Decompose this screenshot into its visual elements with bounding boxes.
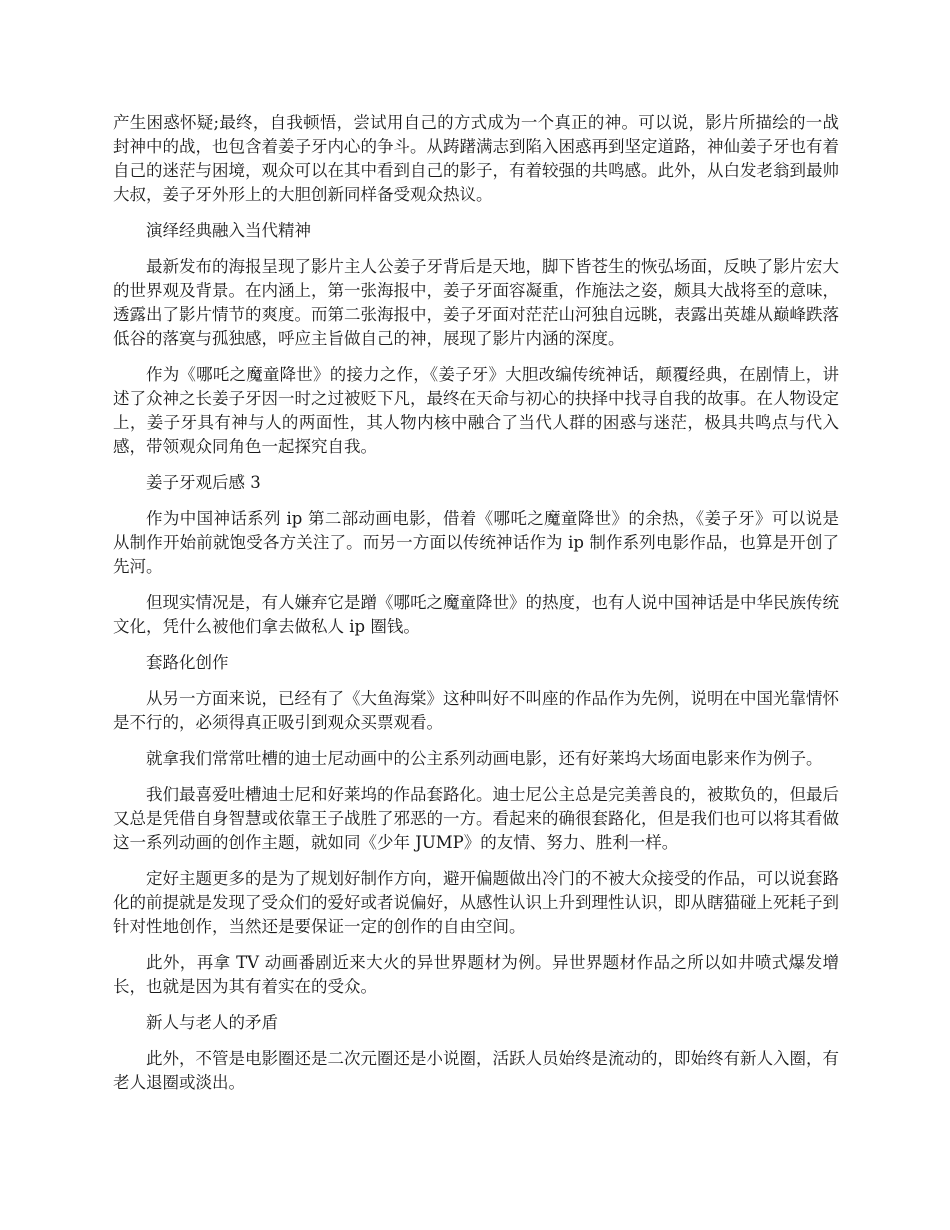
paragraph: 产生困惑怀疑;最终，自我顿悟，尝试用自己的方式成为一个真正的神。可以说，影片所描绘的一战封神中的战，也包含着姜子牙内心的争斗。从踌躇满志到陷入困惑再到坚定道路，神仙姜子牙也有着自己的迷茫与困境，观众可以在其中看到自己的影子，有着较强的共鸣感。此外，从白发老翁到最帅大叔，姜子牙外形上的大胆创新同样备受观众热议。 [113,113,839,204]
paragraph: 就拿我们常常吐槽的迪士尼动画中的公主系列动画电影，还有好莱坞大场面电影来作为例子。 [146,749,823,768]
paragraph: 我们最喜爱吐槽迪士尼和好莱坞的作品套路化。迪士尼公主总是完美善良的，被欺负的，但最后又总是凭借自身智慧或依靠王子战胜了邪恶的一方。看起来的确很套路化，但是我们也可以将其看做这一系列动画的创作主题，就如同《少年 JUMP》的友情、努力、胜利一样。 [113,785,839,852]
paragraph: 最新发布的海报呈现了影片主人公姜子牙背后是天地，脚下皆苍生的恢弘场面，反映了影片宏大的世界观及背景。在内涵上，第一张海报中，姜子牙面容凝重，作施法之姿，颇具大战将至的意味，透露出了影片情节的爽度。而第二张海报中，姜子牙面对茫茫山河独自远眺，表露出英雄从巅峰跌落低谷的落寞与孤独感，呼应主旨做自己的神，展现了影片内涵的深度。 [113,257,839,348]
paragraph: 作为《哪吒之魔童降世》的接力之作，《姜子牙》大胆改编传统神话，颠覆经典，在剧情上，讲述了众神之长姜子牙因一时之过被贬下凡，最终在天命与初心的抉择中找寻自我的故事。在人物设定上，姜子牙具有神与人的两面性，其人物内核中融合了当代人群的困惑与迷茫，极具共鸣点与代入感，带领观众同角色一起探究自我。 [113,365,839,456]
paragraph: 作为中国神话系列 ip 第二部动画电影，借着《哪吒之魔童降世》的余热，《姜子牙》可以说是从制作开始前就饱受各方关注了。而另一方面以传统神话作为 ip 制作系列电影作品，也算是开创了先河。 [113,509,839,576]
section-heading: 演绎经典融入当代精神 [146,221,311,240]
section-heading: 姜子牙观后感 3 [146,473,261,492]
document-page [113,111,839,1107]
paragraph: 此外，再拿 TV 动画番剧近来大火的异世界题材为例。异世界题材作品之所以如井喷式爆发增长，也就是因为其有着实在的受众。 [113,953,839,996]
paragraph: 此外，不管是电影圈还是二次元圈还是小说圈，活跃人员始终是流动的，即始终有新人入圈，有老人退圈或淡出。 [113,1049,839,1092]
section-heading: 套路化创作 [146,653,229,672]
paragraph: 定好主题更多的是为了规划好制作方向，避开偏题做出冷门的不被大众接受的作品，可以说套路化的前提就是发现了受众们的爱好或者说偏好，从感性认识上升到理性认识，即从瞎猫碰上死耗子到针对性地创作，当然还是要保证一定的创作的自由空间。 [113,869,839,936]
paragraph: 但现实情况是，有人嫌弃它是蹭《哪吒之魔童降世》的热度，也有人说中国神话是中华民族传统文化，凭什么被他们拿去做私人 ip 圈钱。 [113,593,839,636]
section-heading: 新人与老人的矛盾 [146,1013,278,1032]
paragraph: 从另一方面来说，已经有了《大鱼海棠》这种叫好不叫座的作品作为先例，说明在中国光靠情怀是不行的，必须得真正吸引到观众买票观看。 [113,689,839,732]
